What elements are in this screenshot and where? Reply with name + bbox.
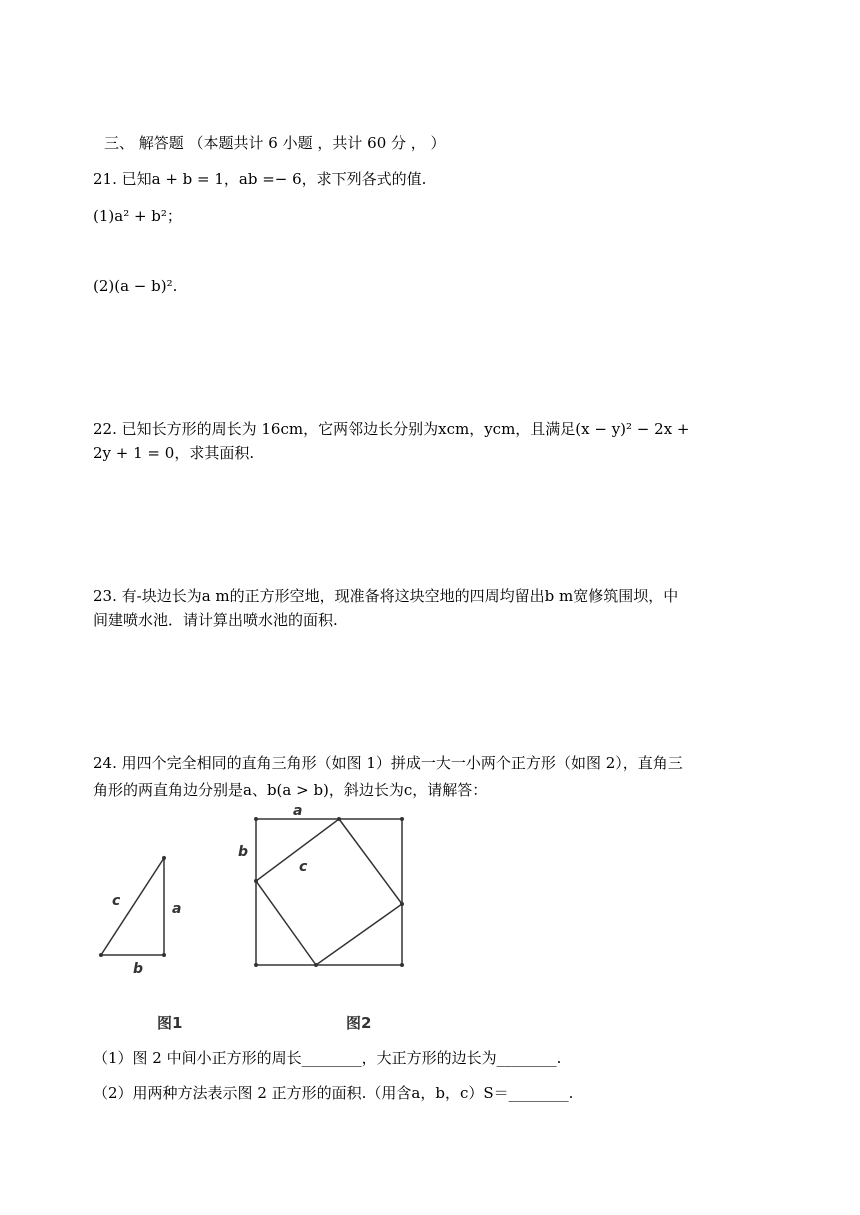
vertex-dot <box>400 963 404 967</box>
q21-part2: (2)(a − b)². <box>93 277 178 295</box>
vertex-dot <box>99 953 103 957</box>
vertex-dot <box>314 963 318 967</box>
figure-1-right-triangle <box>90 848 210 978</box>
q22-line2: 2y + 1 = 0，求其面积. <box>93 444 255 462</box>
fig1-label-a: a <box>172 901 182 917</box>
q23-line1: 23. 有-块边长为a m的正方形空地，现准备将这块空地的四周均留出b m宽修筑围坝，中 <box>93 587 679 605</box>
fig2-label-c: c <box>299 859 308 875</box>
section-title: 三、 解答题 （本题共计 6 小题 ，共计 60 分 ， ） <box>104 134 446 152</box>
q24-subquestion-1: （1）图 2 中间小正方形的周长________，大正方形的边长为________. <box>93 1049 562 1067</box>
outer-square <box>256 819 402 965</box>
fig1-label-b: b <box>133 961 144 977</box>
q22-line1: 22. 已知长方形的周长为 16cm，它两邻边长分别为xcm，ycm，且满足(x − y)² − 2x + <box>93 420 690 438</box>
q24-subquestion-2: （2）用两种方法表示图 2 正方形的面积.（用含a，b，c）S＝________. <box>93 1084 574 1102</box>
figure-2-caption: 图2 <box>346 1014 372 1032</box>
fig2-label-a: a <box>293 803 303 819</box>
vertex-dot <box>254 963 258 967</box>
q23-line2: 间建喷水池．请计算出喷水池的面积. <box>93 611 338 629</box>
vertex-dot <box>400 817 404 821</box>
vertex-dot <box>162 856 166 860</box>
q24-line2: 角形的两直角边分别是a、b(a > b)，斜边长为c，请解答： <box>93 781 488 799</box>
q21-stem: 21. 已知a + b = 1，ab =− 6，求下列各式的值. <box>93 170 427 188</box>
figure-1-caption: 图1 <box>157 1014 183 1032</box>
q21-part1: (1)a² + b²； <box>93 207 182 225</box>
vertex-dot <box>254 817 258 821</box>
figure-2-squares <box>232 800 412 970</box>
inner-square <box>256 819 402 965</box>
vertex-dot <box>254 879 258 883</box>
fig2-label-b: b <box>238 844 249 860</box>
vertex-dot <box>337 817 341 821</box>
fig1-label-c: c <box>112 893 121 909</box>
triangle-shape <box>101 858 164 955</box>
q24-line1: 24. 用四个完全相同的直角三角形（如图 1）拼成一大一小两个正方形（如图 2），直角三 <box>93 754 683 772</box>
vertex-dot <box>400 902 404 906</box>
vertex-dot <box>162 953 166 957</box>
